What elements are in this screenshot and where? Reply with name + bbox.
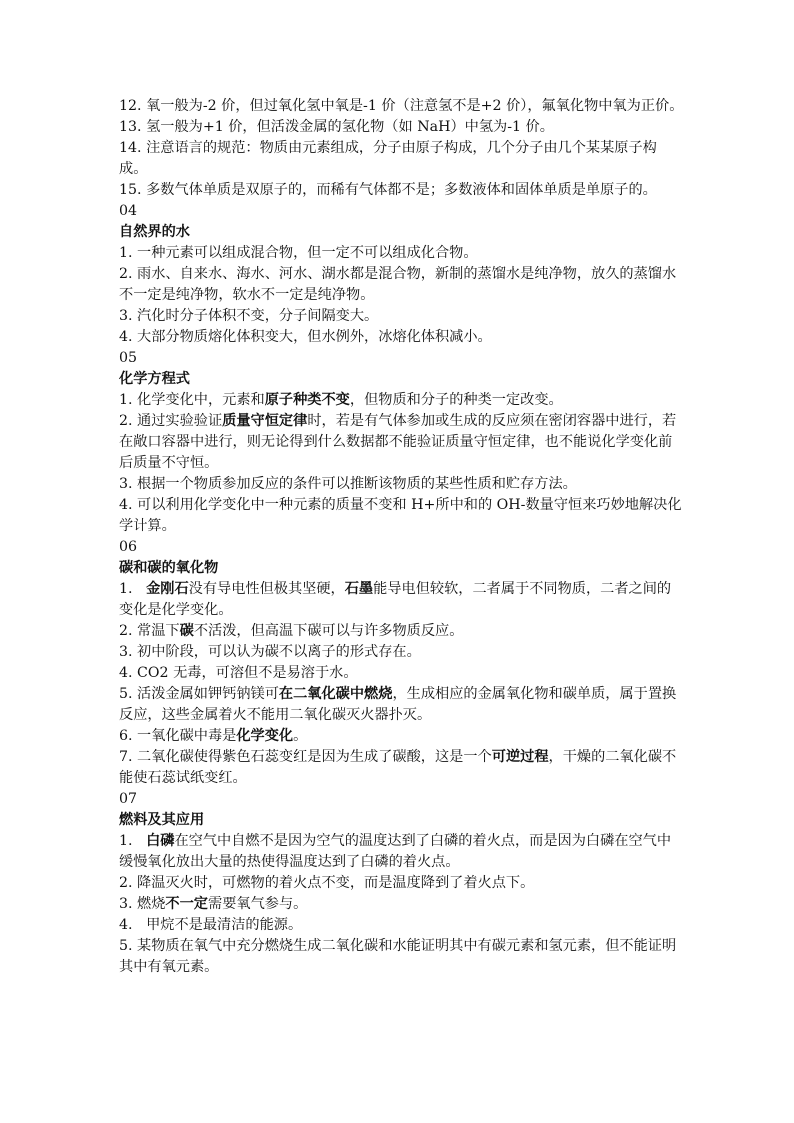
emphasis-text: 白磷 [146, 833, 175, 849]
document-page [119, 96, 685, 978]
section-title: 自然界的水 [119, 224, 190, 240]
list-item [119, 621, 685, 642]
section-number: 06 [119, 539, 138, 555]
list-item [119, 747, 685, 789]
emphasis-text: 可逆过程 [491, 749, 549, 765]
emphasis-text: 原子种类不变 [264, 392, 350, 408]
section-title: 化学方程式 [119, 371, 190, 387]
item-text: 5. 活泼金属如钾钙钠镁可 [119, 686, 279, 702]
item-text: 1. 化学变化中，元素和 [119, 392, 265, 408]
list-item [119, 579, 685, 621]
section-title: 燃料及其应用 [119, 812, 205, 828]
item-text: 7. 二氧化碳使得紫色石蕊变红是因为生成了碳酸，这是一个 [119, 749, 492, 765]
list-item: 4. CO2 无毒，可溶但不是易溶于水。 [119, 665, 358, 681]
item-text: 2. 常温下 [119, 623, 180, 639]
list-item: 4. 大部分物质熔化体积变大，但水例外，冰熔化体积减小。 [119, 329, 492, 345]
emphasis-text: 在二氧化碳中燃烧 [278, 686, 393, 702]
list-item: 4. 甲烷不是最清洁的能源。 [119, 917, 303, 933]
item-text: 时，若是有气体参加或生成的反应须在密闭容器中进行，若在敞口容器中进行，则无论得到什么数据都不能验证质量守恒定律，也不能说化学变化前后质量不守恒。 [119, 413, 677, 471]
emphasis-text: 碳 [179, 623, 194, 639]
list-item: 12. 氧一般为-2 价，但过氧化氢中氧是-1 价（注意氢不是+2 价），氟氧化物中氧为正价。 [119, 98, 684, 114]
emphasis-text: 化学变化 [236, 728, 294, 744]
list-item: 2. 降温灭火时，可燃物的着火点不变，而是温度降到了着火点下。 [119, 875, 535, 891]
item-text: 6. 一氧化碳中毒是 [119, 728, 237, 744]
list-item [119, 894, 685, 915]
list-item [119, 411, 685, 474]
list-item: 1. 一种元素可以组成混合物，但一定不可以组成化合物。 [119, 245, 478, 261]
item-text: 2. 通过实验验证 [119, 413, 223, 429]
list-item: 4. 可以利用化学变化中一种元素的质量不变和 H+所中和的 OH-数量守恒来巧妙地解决化学计算。 [119, 497, 682, 534]
list-item [119, 726, 685, 747]
list-item: 13. 氢一般为+1 价，但活泼金属的氢化物（如 NaH）中氢为-1 价。 [119, 119, 554, 135]
emphasis-text: 质量守恒定律 [222, 413, 308, 429]
item-text: 需要氧气参与。 [208, 896, 308, 912]
item-text: 1. [119, 833, 147, 849]
list-item: 14. 注意语言的规范：物质由元素组成，分子由原子构成，几个分子由几个某某原子构成。 [119, 140, 657, 177]
emphasis-text: 金刚石 [146, 581, 189, 597]
item-text: 在空气中自燃不是因为空气的温度达到了白磷的着火点，而是因为白磷在空气中缓慢氧化放出大量的热使得温度达到了白磷的着火点。 [119, 833, 672, 870]
section-number: 05 [119, 350, 138, 366]
emphasis-text: 石墨 [344, 581, 374, 597]
list-item: 3. 根据一个物质参加反应的条件可以推断该物质的某些性质和贮存方法。 [119, 476, 577, 492]
item-text: 没有导电性但极其坚硬， [188, 581, 345, 597]
section-title: 碳和碳的氧化物 [119, 560, 219, 576]
list-item: 15. 多数气体单质是双原子的，而稀有气体都不是；多数液体和固体单质是单原子的。 [119, 182, 657, 198]
item-text: 1. [119, 581, 147, 597]
item-text: ，干燥的二氧化碳不能使石蕊试纸变红。 [119, 749, 677, 786]
section-number: 04 [119, 203, 138, 219]
list-item [119, 684, 685, 726]
list-item [119, 390, 685, 411]
emphasis-text: 不一定 [165, 896, 208, 912]
section-number: 07 [119, 791, 138, 807]
item-text: 能导电但较软，二者属于不同物质，二者之间的变化是化学变化。 [119, 581, 672, 618]
item-text: ，生成相应的金属氧化物和碳单质，属于置换反应，这些金属着火不能用二氧化碳灭火器扑灭。 [119, 686, 677, 723]
list-item [119, 831, 685, 873]
list-item: 3. 汽化时分子体积不变，分子间隔变大。 [119, 308, 379, 324]
item-text: 不活泼，但高温下碳可以与许多物质反应。 [193, 623, 464, 639]
list-item: 2. 雨水、自来水、海水、河水、湖水都是混合物，新制的蒸馏水是纯净物，放久的蒸馏水不一定是纯净物，软水不一定是纯净物。 [119, 266, 677, 303]
item-text: 3. 燃烧 [119, 896, 166, 912]
list-item: 3. 初中阶段，可以认为碳不以离子的形式存在。 [119, 644, 421, 660]
item-text: ，但物质和分子的种类一定改变。 [349, 392, 563, 408]
list-item: 5. 某物质在氧气中充分燃烧生成二氧化碳和水能证明其中有碳元素和氢元素，但不能证明其中有氧元素。 [119, 938, 677, 975]
item-text: 。 [293, 728, 308, 744]
